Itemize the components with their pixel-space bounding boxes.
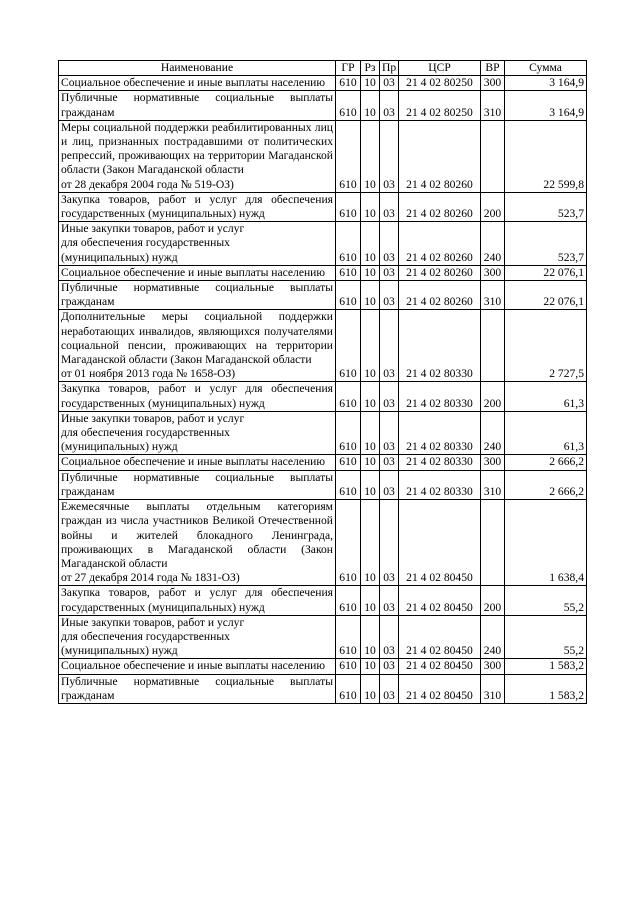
cell-vr: 200	[481, 192, 505, 221]
cell-rz: 10	[361, 674, 380, 703]
cell-pr: 03	[380, 91, 399, 120]
cell-gr: 610	[336, 470, 361, 499]
cell-name: Иные закупки товаров, работ и услуг для обеспечения государственных (муниципальных) нужд	[59, 222, 336, 266]
cell-name: Закупка товаров, работ и услуг для обеспечения государственных (муниципальных) нужд	[59, 192, 336, 221]
cell-name: Социальное обеспечение и иные выплаты населению	[59, 265, 336, 280]
cell-gr: 610	[336, 310, 361, 382]
cell-csr: 21 4 02 80260	[399, 192, 481, 221]
cell-pr: 03	[380, 500, 399, 586]
cell-name: Закупка товаров, работ и услуг для обеспечения государственных (муниципальных) нужд	[59, 382, 336, 411]
table-row	[59, 310, 587, 382]
table-row	[59, 91, 587, 120]
cell-name: Социальное обеспечение и иные выплаты населению	[59, 659, 336, 674]
header-rz: Рз	[361, 61, 380, 76]
cell-pr: 03	[380, 222, 399, 266]
cell-vr: 300	[481, 455, 505, 470]
cell-csr: 21 4 02 80450	[399, 586, 481, 615]
header-pr: Пр	[380, 61, 399, 76]
table-body	[59, 76, 587, 704]
cell-name: Публичные нормативные социальные выплаты гражданам	[59, 281, 336, 310]
cell-name: Ежемесячные выплаты отдельным категориям граждан из числа участников Великой Отечественной войны и жителей блокадного Ленинграда, проживающих в Магаданской области (Закон Магаданской области от 27 декабря 2014 года № 1831-ОЗ)	[59, 500, 336, 586]
table-header-row	[59, 61, 587, 76]
cell-name: Публичные нормативные социальные выплаты гражданам	[59, 470, 336, 499]
header-gr: ГР	[336, 61, 361, 76]
cell-rz: 10	[361, 500, 380, 586]
cell-rz: 10	[361, 586, 380, 615]
cell-gr: 610	[336, 281, 361, 310]
cell-name: Иные закупки товаров, работ и услуг для обеспечения государственных (муниципальных) нужд	[59, 411, 336, 455]
table-row	[59, 382, 587, 411]
cell-pr: 03	[380, 586, 399, 615]
cell-gr: 610	[336, 265, 361, 280]
cell-rz: 10	[361, 455, 380, 470]
cell-rz: 10	[361, 76, 380, 91]
cell-pr: 03	[380, 192, 399, 221]
cell-csr: 21 4 02 80330	[399, 470, 481, 499]
header-name: Наименование	[59, 61, 336, 76]
cell-sum: 523,7	[505, 222, 587, 266]
cell-rz: 10	[361, 265, 380, 280]
cell-rz: 10	[361, 91, 380, 120]
cell-vr: 200	[481, 382, 505, 411]
table-row	[59, 674, 587, 703]
cell-vr: 300	[481, 265, 505, 280]
table-row	[59, 455, 587, 470]
cell-gr: 610	[336, 411, 361, 455]
table-row	[59, 120, 587, 192]
cell-sum: 22 076,1	[505, 265, 587, 280]
cell-sum: 1 583,2	[505, 674, 587, 703]
table-row	[59, 470, 587, 499]
cell-vr: 310	[481, 91, 505, 120]
cell-pr: 03	[380, 615, 399, 659]
table-row	[59, 222, 587, 266]
cell-csr: 21 4 02 80330	[399, 411, 481, 455]
cell-pr: 03	[380, 470, 399, 499]
cell-csr: 21 4 02 80330	[399, 310, 481, 382]
table-row	[59, 586, 587, 615]
cell-vr	[481, 120, 505, 192]
cell-name: Дополнительные меры социальной поддержки неработающих инвалидов, являющихся получателями социальной пенсии, проживающих на территории Магаданской области (Закон Магаданской области от 01 ноября 2013 года № 1658-ОЗ)	[59, 310, 336, 382]
cell-sum: 2 727,5	[505, 310, 587, 382]
cell-csr: 21 4 02 80250	[399, 76, 481, 91]
cell-pr: 03	[380, 382, 399, 411]
cell-rz: 10	[361, 120, 380, 192]
cell-gr: 610	[336, 500, 361, 586]
cell-pr: 03	[380, 265, 399, 280]
cell-sum: 22 599,8	[505, 120, 587, 192]
cell-csr: 21 4 02 80260	[399, 222, 481, 266]
cell-gr: 610	[336, 455, 361, 470]
cell-vr: 310	[481, 281, 505, 310]
table-row	[59, 281, 587, 310]
cell-vr: 240	[481, 222, 505, 266]
cell-vr: 310	[481, 470, 505, 499]
cell-csr: 21 4 02 80260	[399, 265, 481, 280]
cell-sum: 2 666,2	[505, 455, 587, 470]
cell-pr: 03	[380, 455, 399, 470]
table-row	[59, 265, 587, 280]
cell-rz: 10	[361, 411, 380, 455]
cell-name: Социальное обеспечение и иные выплаты населению	[59, 76, 336, 91]
cell-gr: 610	[336, 674, 361, 703]
table-row	[59, 659, 587, 674]
cell-pr: 03	[380, 411, 399, 455]
table-row	[59, 615, 587, 659]
cell-vr: 240	[481, 615, 505, 659]
table-row	[59, 500, 587, 586]
cell-pr: 03	[380, 310, 399, 382]
cell-pr: 03	[380, 281, 399, 310]
cell-vr: 300	[481, 76, 505, 91]
cell-sum: 22 076,1	[505, 281, 587, 310]
cell-name: Закупка товаров, работ и услуг для обеспечения государственных (муниципальных) нужд	[59, 586, 336, 615]
cell-csr: 21 4 02 80450	[399, 615, 481, 659]
cell-sum: 61,3	[505, 382, 587, 411]
cell-sum: 2 666,2	[505, 470, 587, 499]
cell-gr: 610	[336, 382, 361, 411]
cell-gr: 610	[336, 222, 361, 266]
table-row	[59, 411, 587, 455]
cell-csr: 21 4 02 80450	[399, 674, 481, 703]
cell-sum: 1 583,2	[505, 659, 587, 674]
cell-pr: 03	[380, 659, 399, 674]
cell-sum: 523,7	[505, 192, 587, 221]
header-vr: ВР	[481, 61, 505, 76]
cell-gr: 610	[336, 120, 361, 192]
cell-gr: 610	[336, 615, 361, 659]
cell-vr: 240	[481, 411, 505, 455]
cell-gr: 610	[336, 76, 361, 91]
cell-gr: 610	[336, 91, 361, 120]
cell-pr: 03	[380, 76, 399, 91]
cell-sum: 3 164,9	[505, 76, 587, 91]
document-page	[58, 60, 586, 704]
cell-pr: 03	[380, 674, 399, 703]
cell-vr	[481, 310, 505, 382]
header-csr: ЦСР	[399, 61, 481, 76]
cell-rz: 10	[361, 281, 380, 310]
cell-vr: 200	[481, 586, 505, 615]
cell-sum: 3 164,9	[505, 91, 587, 120]
cell-rz: 10	[361, 615, 380, 659]
cell-sum: 55,2	[505, 615, 587, 659]
cell-rz: 10	[361, 192, 380, 221]
cell-csr: 21 4 02 80450	[399, 659, 481, 674]
cell-name: Публичные нормативные социальные выплаты гражданам	[59, 91, 336, 120]
cell-rz: 10	[361, 382, 380, 411]
budget-table	[58, 60, 587, 704]
cell-csr: 21 4 02 80450	[399, 500, 481, 586]
cell-csr: 21 4 02 80260	[399, 120, 481, 192]
cell-name: Иные закупки товаров, работ и услуг для обеспечения государственных (муниципальных) нужд	[59, 615, 336, 659]
cell-name: Меры социальной поддержки реабилитированных лиц и лиц, признанных пострадавшими от политических репрессий, проживающих на территории Магаданской области (Закон Магаданской области от 28 декабря 2004 года № 519-ОЗ)	[59, 120, 336, 192]
header-sum: Сумма	[505, 61, 587, 76]
cell-rz: 10	[361, 310, 380, 382]
cell-rz: 10	[361, 222, 380, 266]
cell-csr: 21 4 02 80330	[399, 382, 481, 411]
cell-pr: 03	[380, 120, 399, 192]
cell-rz: 10	[361, 470, 380, 499]
cell-name: Социальное обеспечение и иные выплаты населению	[59, 455, 336, 470]
cell-gr: 610	[336, 586, 361, 615]
table-row	[59, 76, 587, 91]
cell-sum: 55,2	[505, 586, 587, 615]
cell-sum: 61,3	[505, 411, 587, 455]
cell-vr: 310	[481, 674, 505, 703]
cell-csr: 21 4 02 80260	[399, 281, 481, 310]
cell-rz: 10	[361, 659, 380, 674]
cell-vr	[481, 500, 505, 586]
cell-csr: 21 4 02 80330	[399, 455, 481, 470]
cell-csr: 21 4 02 80250	[399, 91, 481, 120]
table-row	[59, 192, 587, 221]
cell-name: Публичные нормативные социальные выплаты гражданам	[59, 674, 336, 703]
cell-vr: 300	[481, 659, 505, 674]
cell-gr: 610	[336, 192, 361, 221]
cell-sum: 1 638,4	[505, 500, 587, 586]
cell-gr: 610	[336, 659, 361, 674]
